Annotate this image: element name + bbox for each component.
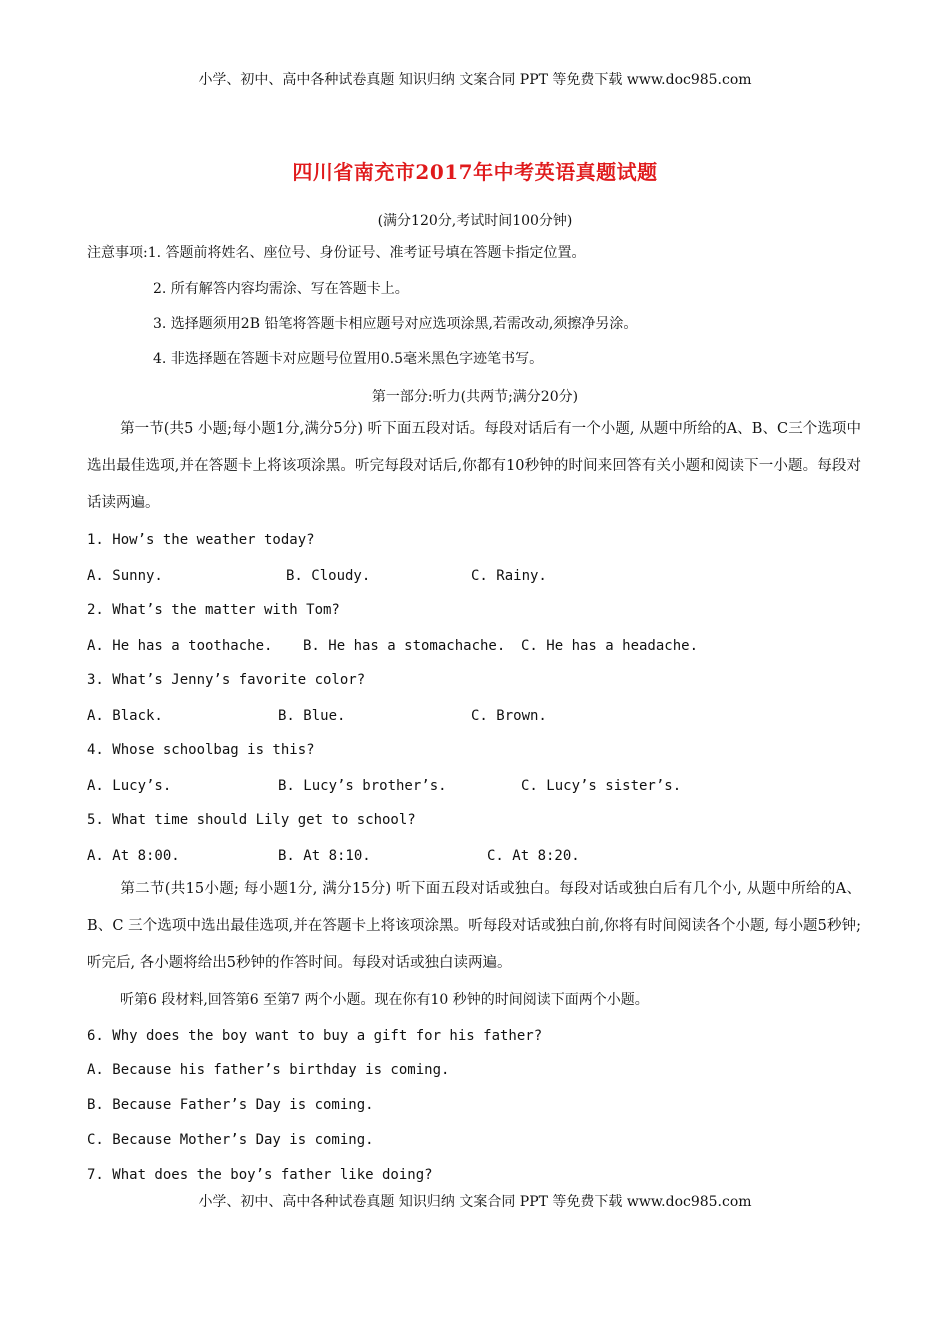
- option-1a: A. Sunny.: [87, 568, 163, 584]
- page-footer: 小学、初中、高中各种试卷真题 知识归纳 文案合同 PPT 等免费下载 www.doc985.com: [198, 1194, 752, 1210]
- note-1: 注意事项:1. 答题前将姓名、座位号、身份证号、准考证号填在答题卡指定位置。: [87, 245, 586, 261]
- question-6: 6. Why does the boy want to buy a gift for his father?: [87, 1028, 543, 1044]
- note-3: 3. 选择题须用2B 铅笔将答题卡相应题号对应选项涂黑,若需改动,须擦净另涂。: [153, 316, 638, 332]
- note-2: 2. 所有解答内容均需涂、写在答题卡上。: [153, 281, 409, 297]
- option-3b: B. Blue.: [278, 708, 346, 724]
- page-header: 小学、初中、高中各种试卷真题 知识归纳 文案合同 PPT 等免费下载 www.doc985.com: [198, 72, 752, 88]
- option-3a: A. Black.: [87, 708, 163, 724]
- option-6c: C. Because Mother’s Day is coming.: [87, 1132, 374, 1148]
- part1-heading: 第一部分:听力(共两节;满分20分): [371, 389, 579, 405]
- option-6b: B. Because Father’s Day is coming.: [87, 1097, 374, 1113]
- option-4c: C. Lucy’s sister’s.: [521, 778, 682, 794]
- question-4: 4. Whose schoolbag is this?: [87, 742, 315, 758]
- option-5a: A. At 8:00.: [87, 848, 180, 864]
- option-5b: B. At 8:10.: [278, 848, 371, 864]
- option-2b: B. He has a stomachache.: [303, 638, 506, 654]
- option-1b: B. Cloudy.: [286, 568, 371, 584]
- note-4: 4. 非选择题在答题卡对应题号位置用0.5毫米黑色字迹笔书写。: [153, 351, 544, 367]
- material-6-instruction: 听第6 段材料,回答第6 至第7 两个小题。现在你有10 秒钟的时间阅读下面两个小题。: [120, 992, 649, 1008]
- section2-instructions: [87, 871, 861, 982]
- option-2c: C. He has a headache.: [521, 638, 699, 654]
- option-6a: A. Because his father’s birthday is coming.: [87, 1062, 450, 1078]
- question-3: 3. What’s Jenny’s favorite color?: [87, 672, 366, 688]
- question-2: 2. What’s the matter with Tom?: [87, 602, 340, 618]
- option-2a: A. He has a toothache.: [87, 638, 273, 654]
- exam-subtitle: (满分120分,考试时间100分钟): [377, 213, 573, 229]
- option-1c: C. Rainy.: [471, 568, 547, 584]
- option-5c: C. At 8:20.: [487, 848, 580, 864]
- section1-instructions: [87, 411, 861, 522]
- option-3c: C. Brown.: [471, 708, 547, 724]
- question-7: 7. What does the boy’s father like doing?: [87, 1167, 433, 1183]
- option-4a: A. Lucy’s.: [87, 778, 172, 794]
- section2-text: 第二节(共15小题; 每小题1分, 满分15分) 听下面五段对话或独白。每段对话或独白后有几个小, 从题中所给的A、B、C 三个选项中选出最佳选项,并在答题卡上将该项涂黑。听每段对话或独白前,你将有时间阅读各个小题, 每小题5秒钟; 听完后, 各小题将给出5秒钟的作答时间。每段对话或独白读两遍。: [87, 881, 861, 971]
- option-4b: B. Lucy’s brother’s.: [278, 778, 447, 794]
- section1-text: 第一节(共5 小题;每小题1分,满分5分) 听下面五段对话。每段对话后有一个小题, 从题中所给的A、B、C三个选项中选出最佳选项,并在答题卡上将该项涂黑。听完每段对话后,你都有10秒钟的时间来回答有关小题和阅读下一小题。每段对话读两遍。: [87, 421, 861, 511]
- exam-title: 四川省南充市2017年中考英语真题试题: [292, 160, 658, 184]
- question-5: 5. What time should Lily get to school?: [87, 812, 416, 828]
- question-1: 1. How’s the weather today?: [87, 532, 315, 548]
